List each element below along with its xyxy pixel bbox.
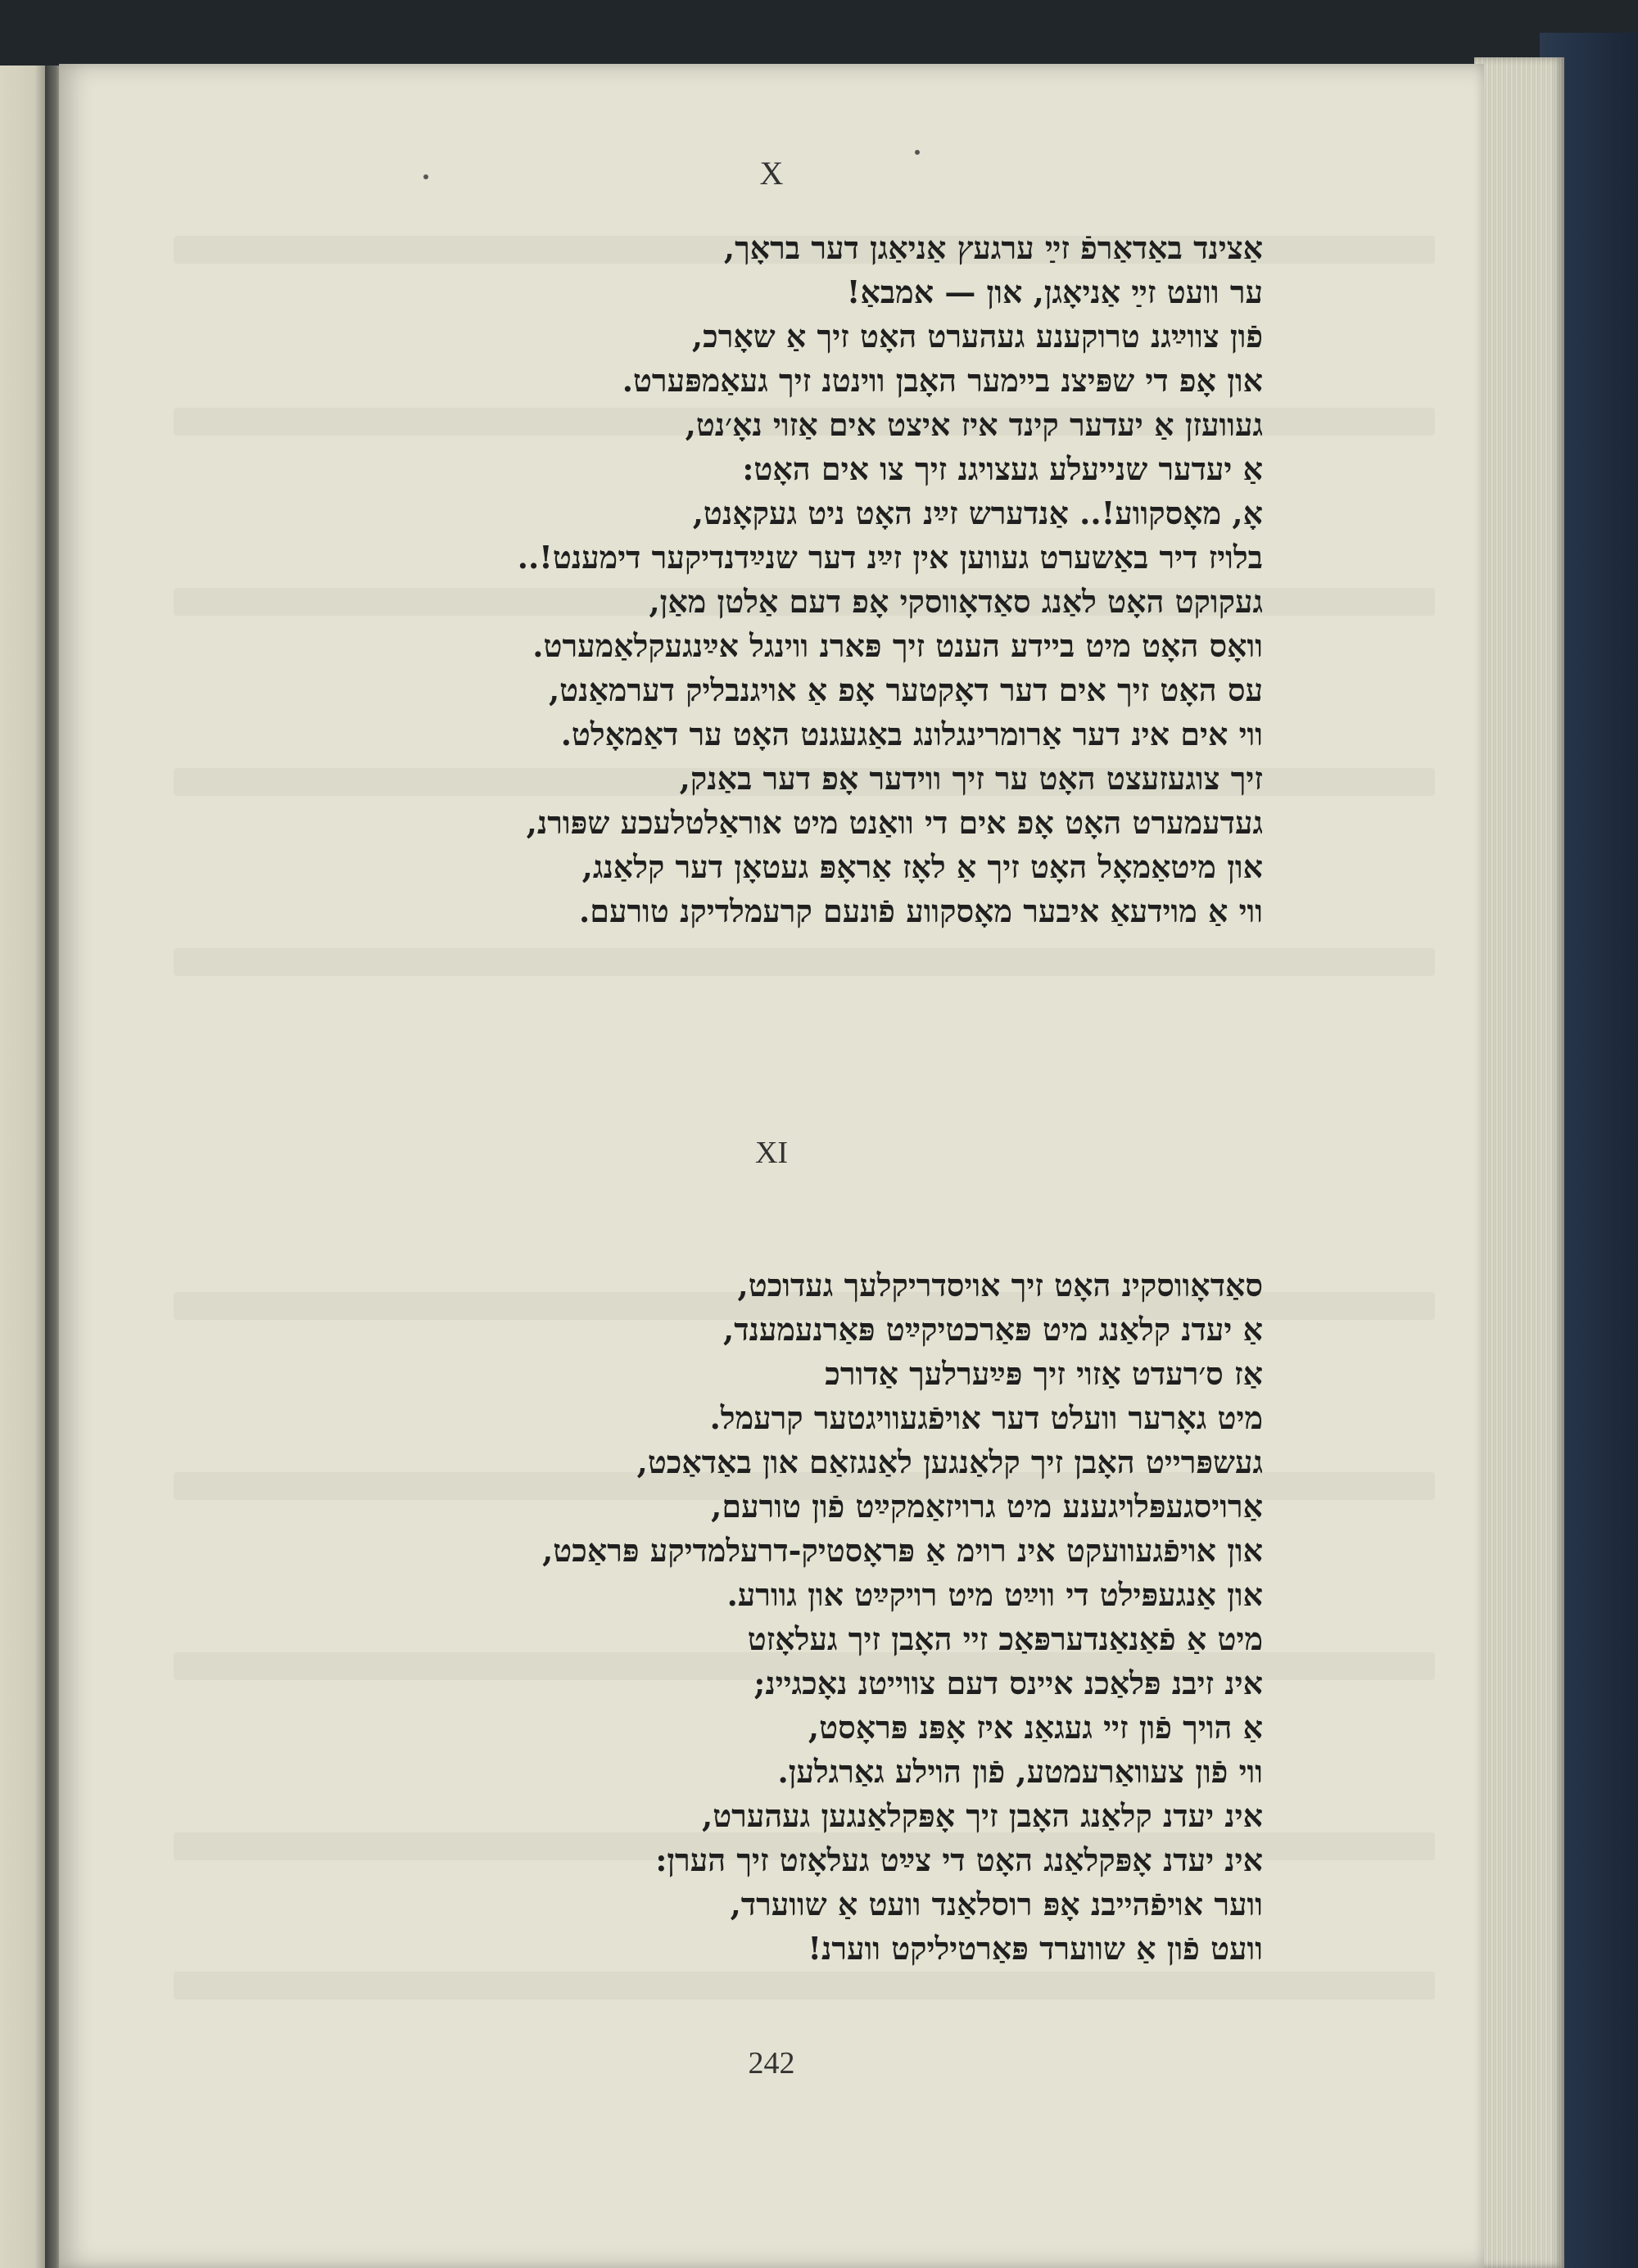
poem-line: אינ יעדנ קלאַנג האָבן זיך אָפּקלאַנגען געהערט,	[701, 1797, 1263, 1834]
poem-line: אַצינד באַדאַרפֿ זײַ ערגעץ אַניאַגן דער בראָך,	[723, 229, 1263, 266]
poem-line: עס האָט זיך אים דער דאָקטער אָפ אַ אויגנבליק דערמאַנט,	[548, 671, 1263, 708]
poem-line: ווער אויפֿהייבנ אָפּ רוסלאַנד וועט אַ שווערד,	[730, 1886, 1263, 1922]
poem-line: ווי פֿון צעוואַרעמטע, פֿון הוילע גאַרגלען.	[777, 1753, 1263, 1790]
poem-line: אַרויסגעפּלויגענע מיט גרויזאַמקײַט פֿון טורעם,	[711, 1488, 1263, 1525]
poem-stanza-x	[165, 226, 1263, 933]
poem-line: זיך צוגעזעצט האָט ער זיך ווידער אָפ דער באַנק,	[679, 760, 1263, 797]
poem-line: געדעמערט האָט אָפ אים די וואַנט מיט אוראַלטלעכע שפּורנ,	[526, 804, 1263, 841]
poem-line: פֿון צווײַגנ טרוקענע געהערט האָט זיך אַ שאָרכ,	[691, 318, 1263, 355]
poem-line: וואָס האָט מיט ביידע הענט זיך פּארנ ווינגל אײַנגעקלאַמערט.	[532, 627, 1263, 664]
poem-line: אַ יעדנ קלאַנג מיט פּאַרכטיקײַט פּאַרנעמענד,	[723, 1311, 1263, 1348]
poem-line: וועט פֿון אַ שווערד פּאַרטיליקט ווערנ!	[808, 1930, 1263, 1967]
poem-line: אַ יעדער שנייעלע געצויגנ זיך צו אים האָט:	[742, 450, 1263, 487]
page-edges	[1474, 57, 1564, 2268]
poem-line: ווי אַ מוידעאַ איבער מאָסקווע פֿונעם קרעמלדיקנ טורעם.	[579, 892, 1263, 929]
section-heading-xi: XI	[754, 1136, 789, 1170]
section-heading-x: X	[759, 155, 784, 192]
poem-line: מיט גאָרער וועלט דער אויפֿגעוויגטער קרעמל.	[709, 1399, 1263, 1436]
book-page	[59, 64, 1484, 2268]
facing-page	[0, 66, 49, 2268]
poem-line: אַ הויך פֿון זיי געגאַנ איז אָפּנ פּראָסט,	[808, 1709, 1263, 1746]
poem-line: אַז ס׳רעדט אַזוי זיך פּײַערלעך אַדורכ	[825, 1355, 1263, 1392]
poem-line: געוועזן אַ יעדער קינד איז איצט אים אַזוי נאָ׳נט,	[685, 406, 1263, 443]
poem-line: ווי אים אינ דער אַרומרינגלונג באַגעגנט האָט ער דאַמאָלט.	[560, 716, 1263, 752]
poem-line: בלויז דיר באַשערט געווען אין זײַנ דער שנײַדנדיקער דימענט!..	[517, 539, 1263, 576]
poem-line: געקוקט האָט לאַנג סאַדאָווסקי אָפ דעם אַלטן מאַן,	[649, 583, 1263, 620]
poem-line: און אָפ די שפּיצנ ביימער האָבן ווינטנ זיך געאַמפּערט.	[622, 362, 1263, 399]
poem-line: און אַנגעפּילט די ווײַט מיט רויקײַט און גוורע.	[726, 1576, 1263, 1613]
poem-stanza-xi	[165, 1263, 1263, 1971]
poem-line: און מיטאַמאָל האָט זיך אַ לאָז אַראָפּ געטאָן דער קלאַנג,	[581, 848, 1263, 885]
poem-line: סאַדאָווסקינ האָט זיך אויסדריקלעך געדוכט,	[737, 1267, 1263, 1303]
poem-line: און אויפֿגעוועקט אינ רוימ אַ פּראָסטיק-דרעלמדיקע פּראַכט,	[542, 1532, 1263, 1569]
poem-line: אָ, מאָסקווע!.. אַנדערש זײַנ האָט ניט געקאָנט,	[692, 495, 1263, 531]
page-number: 242	[748, 2046, 795, 2081]
poem-line: אינ יעדנ אָפּקלאַנג האָט די צײַט געלאָזט זיך הערן:	[655, 1841, 1263, 1878]
poem-line: אינ זיבנ פּלאַכנ איינס דעם צווייטנ נאָכגיינ;	[753, 1665, 1263, 1701]
poem-line: ער וועט זײַ אַניאָגן, און — אמבאַ!	[846, 273, 1263, 310]
poem-line: געשפּרייט האָבן זיך קלאַנגען לאַנגזאַם און באַדאַכט,	[636, 1443, 1263, 1480]
poem-line: מיט אַ פֿאַנאַנדערפּאַכ זיי האָבן זיך געלאָזט	[747, 1620, 1263, 1657]
